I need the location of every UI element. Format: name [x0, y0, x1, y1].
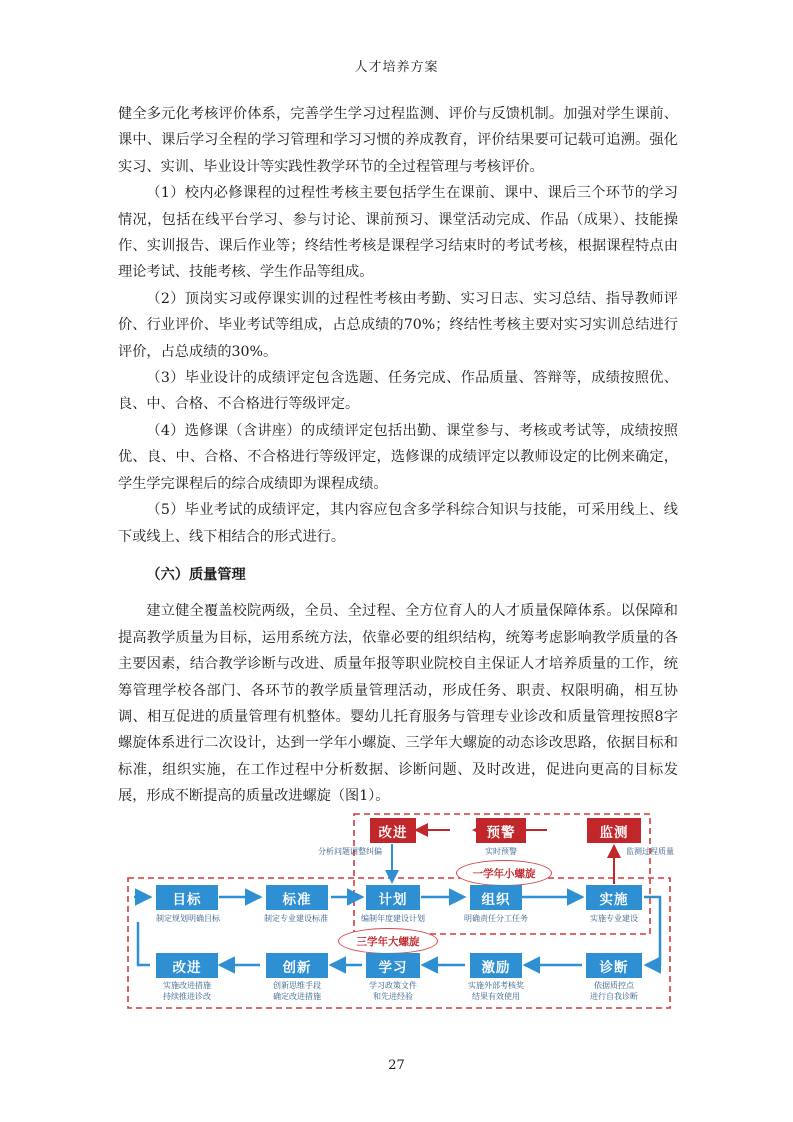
paragraph-quality: 建立健全覆盖校院两级，全员、全过程、全方位育人的人才质量保障体系。以保障和提高教学质量为目标，运用系统方法，依靠必要的组织结构，统筹考虑影响教学质量的各主要因素，结合教学诊断与改进、质量年报等职业院校自主保证人才培养质量的工作，统筹管理学校各部门、各环节的教学质量管理活动，形成任务、职责、权限明确，相互协调、相互促进的质量管理有机整体。婴幼儿托育服务与管理专业诊改和质量管理按照8字螺旋体系进行二次设计，达到一学年小螺旋、三学年大螺旋的动态诊改思路，依据目标和标准，组织实施，在工作过程中分析数据、诊断问题、及时改进，促进向更高的目标发展，形成不断提高的质量改进螺旋（图1）。	[118, 603, 678, 805]
bottom-improve-box: 改进	[156, 953, 218, 978]
paragraph-intro: 健全多元化考核评价体系，完善学生学习过程监测、评价与反馈机制。加强对学生课前、课中、课后学习全程的学习管理和学习习惯的养成教育，评价结果要可记载可追溯。强化实习、实训、毕业设计等实践性教学环节的全过程管理与考核评价。	[118, 106, 678, 175]
middle-standard-sub: 制定专业建设标准	[264, 914, 328, 923]
top-left-note: 分析问题调整纠偏	[318, 847, 382, 856]
page-number: 27	[388, 1058, 405, 1073]
paragraph-item-5: （5）毕业考试的成绩评定，其内容应包含多学科综合知识与技能，可采用线上、线下或线上、线下相结合的形式进行。	[118, 502, 678, 545]
small-spiral-label: 一学年小螺旋	[456, 860, 552, 886]
bottom-learn-sub: 学习政策文件 和先进经验	[369, 981, 417, 1001]
big-spiral-label: 三学年大螺旋	[338, 928, 438, 954]
section-heading: （六）质量管理	[146, 566, 246, 583]
bottom-innovate-sub: 创新思维手段 确定改进措施	[273, 981, 321, 1001]
top-improve-box: 改进	[370, 818, 416, 843]
bottom-innovate-box: 创新	[266, 953, 328, 978]
paragraph-item-4: （4）选修课（含讲座）的成绩评定包括出勤、课堂参与、考核或考试等，成绩按照优、良、中、合格、不合格进行等级评定，选修课的成绩评定以教师设定的比例来确定，学生学完课程后的综合成绩即为课程成绩。	[118, 422, 678, 492]
middle-goal-sub: 制定规划明确目标	[156, 914, 220, 923]
page-header: 人才培养方案	[354, 60, 439, 75]
document-body	[118, 101, 678, 810]
bottom-diagnose-sub: 依据质控点 进行自我诊断	[590, 981, 638, 1001]
top-warning-sub: 实时预警	[485, 847, 517, 856]
top-warning-box: 预警	[476, 818, 526, 843]
middle-organize-sub: 明确责任分工任务	[464, 914, 528, 923]
bottom-improve-sub: 实施改进措施 持续推进诊改	[163, 981, 211, 1001]
bottom-motivate-sub: 实施外部考核奖 结果有效使用	[468, 981, 524, 1001]
bottom-motivate-box: 激励	[470, 953, 522, 978]
paragraph-item-1: （1）校内必修课程的过程性考核主要包括学生在课前、课中、课后三个环节的学习情况，包括在线平台学习、参与讨论、课前预习、课堂活动完成、作品（成果）、技能操作、实训报告、课后作业等；终结性考核是课程学习结束时的考试考核，根据课程特点由理论考试、技能考核、学生作品等组成。	[118, 185, 678, 281]
quality-spiral-diagram	[120, 812, 678, 1012]
middle-implement-box: 实施	[586, 885, 642, 910]
middle-plan-sub: 编制年度建设计划	[361, 914, 425, 923]
middle-goal-box: 目标	[156, 885, 218, 910]
middle-implement-sub: 实施专业建设	[590, 914, 638, 923]
top-right-note: 监测过程质量	[626, 847, 674, 856]
middle-plan-box: 计划	[366, 885, 420, 910]
middle-organize-box: 组织	[470, 885, 522, 910]
bottom-learn-box: 学习	[366, 953, 420, 978]
paragraph-item-3: （3）毕业设计的成绩评定包含选题、任务完成、作品质量、答辩等，成绩按照优、良、中、合格、不合格进行等级评定。	[118, 370, 678, 413]
bottom-diagnose-box: 诊断	[586, 953, 642, 978]
top-monitor-box: 监测	[587, 818, 641, 843]
middle-standard-box: 标准	[266, 885, 328, 910]
paragraph-item-2: （2）顶岗实习或停课实训的过程性考核由考勤、实习日志、实习总结、指导教师评价、行业评价、毕业考试等组成，占总成绩的70%；终结性考核主要对实习实训总结进行评价，占总成绩的30%。	[118, 290, 678, 360]
